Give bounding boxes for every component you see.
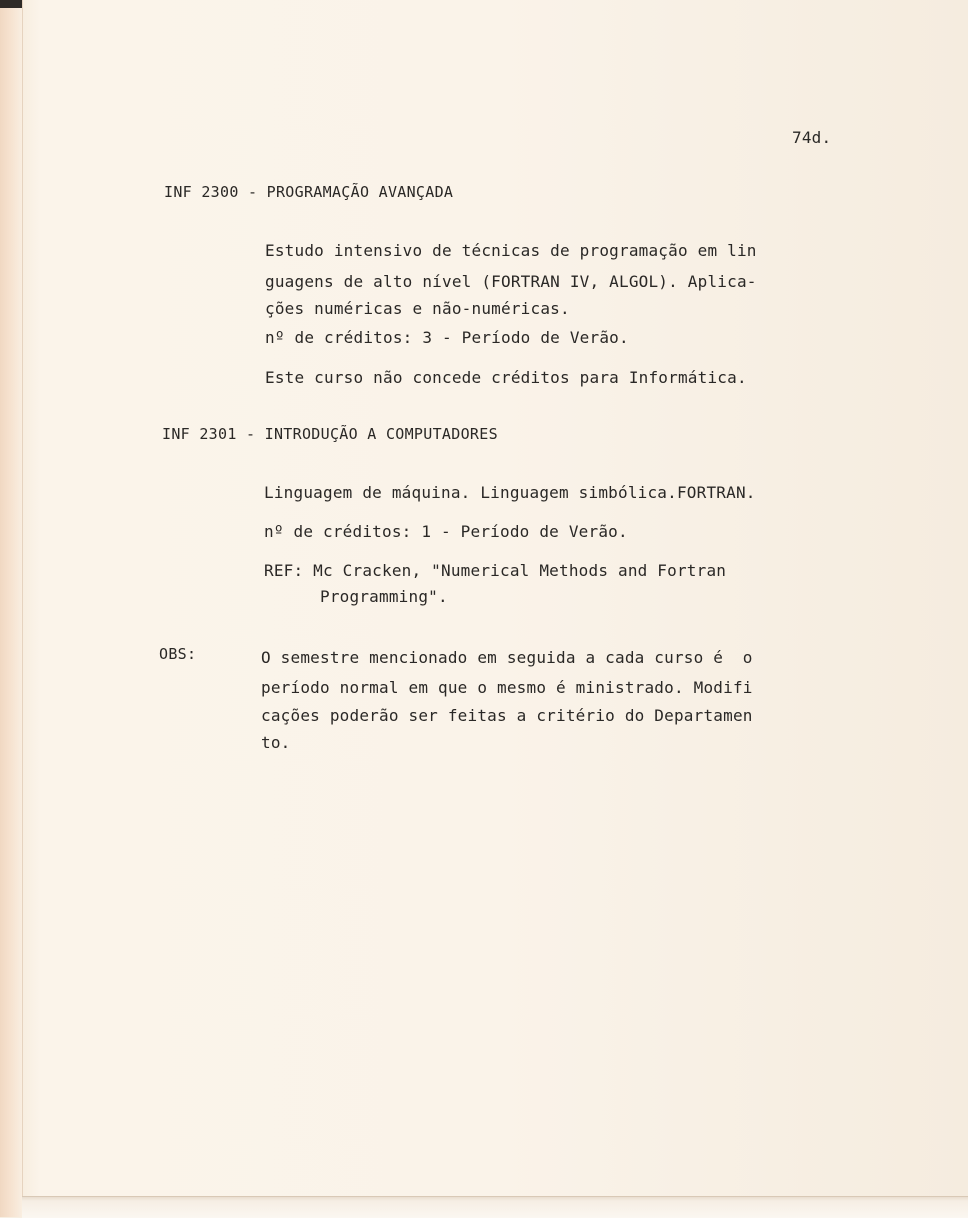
obs-line-4: to. xyxy=(261,733,291,752)
page-bottom-edge xyxy=(22,1196,968,1218)
course-inf2300-line-2: guagens de alto nível (FORTRAN IV, ALGOL). Aplica- xyxy=(265,272,757,291)
course-inf2301-ref-cont: Programming". xyxy=(320,587,448,606)
corner-mark xyxy=(0,0,22,8)
course-inf2300-credits: nº de créditos: 3 - Período de Verão. xyxy=(265,328,629,347)
course-inf2300-line-3: ções numéricas e não-numéricas. xyxy=(265,299,570,318)
course-inf2300-line-1: Estudo intensivo de técnicas de programação em lin xyxy=(265,241,757,260)
page-number: 74d. xyxy=(792,128,832,147)
course-heading-inf2300: INF 2300 - PROGRAMAÇÃO AVANÇADA xyxy=(164,183,454,201)
obs-line-3: cações poderão ser feitas a critério do Departamen xyxy=(261,706,753,725)
course-inf2301-credits: nº de créditos: 1 - Período de Verão. xyxy=(264,522,628,541)
course-inf2301-ref: REF: Mc Cracken, "Numerical Methods and Fortran xyxy=(264,561,727,580)
obs-label: OBS: xyxy=(159,645,197,663)
course-inf2301-line-1: Linguagem de máquina. Linguagem simbólica.FORTRAN. xyxy=(264,483,756,502)
obs-line-1: O semestre mencionado em seguida a cada curso é o xyxy=(261,648,753,667)
course-heading-inf2301: INF 2301 - INTRODUÇÃO A COMPUTADORES xyxy=(162,425,498,443)
course-inf2300-note: Este curso não concede créditos para Informática. xyxy=(265,368,747,387)
obs-line-2: período normal em que o mesmo é ministrado. Modifi xyxy=(261,678,753,697)
page-left-edge xyxy=(0,0,23,1217)
